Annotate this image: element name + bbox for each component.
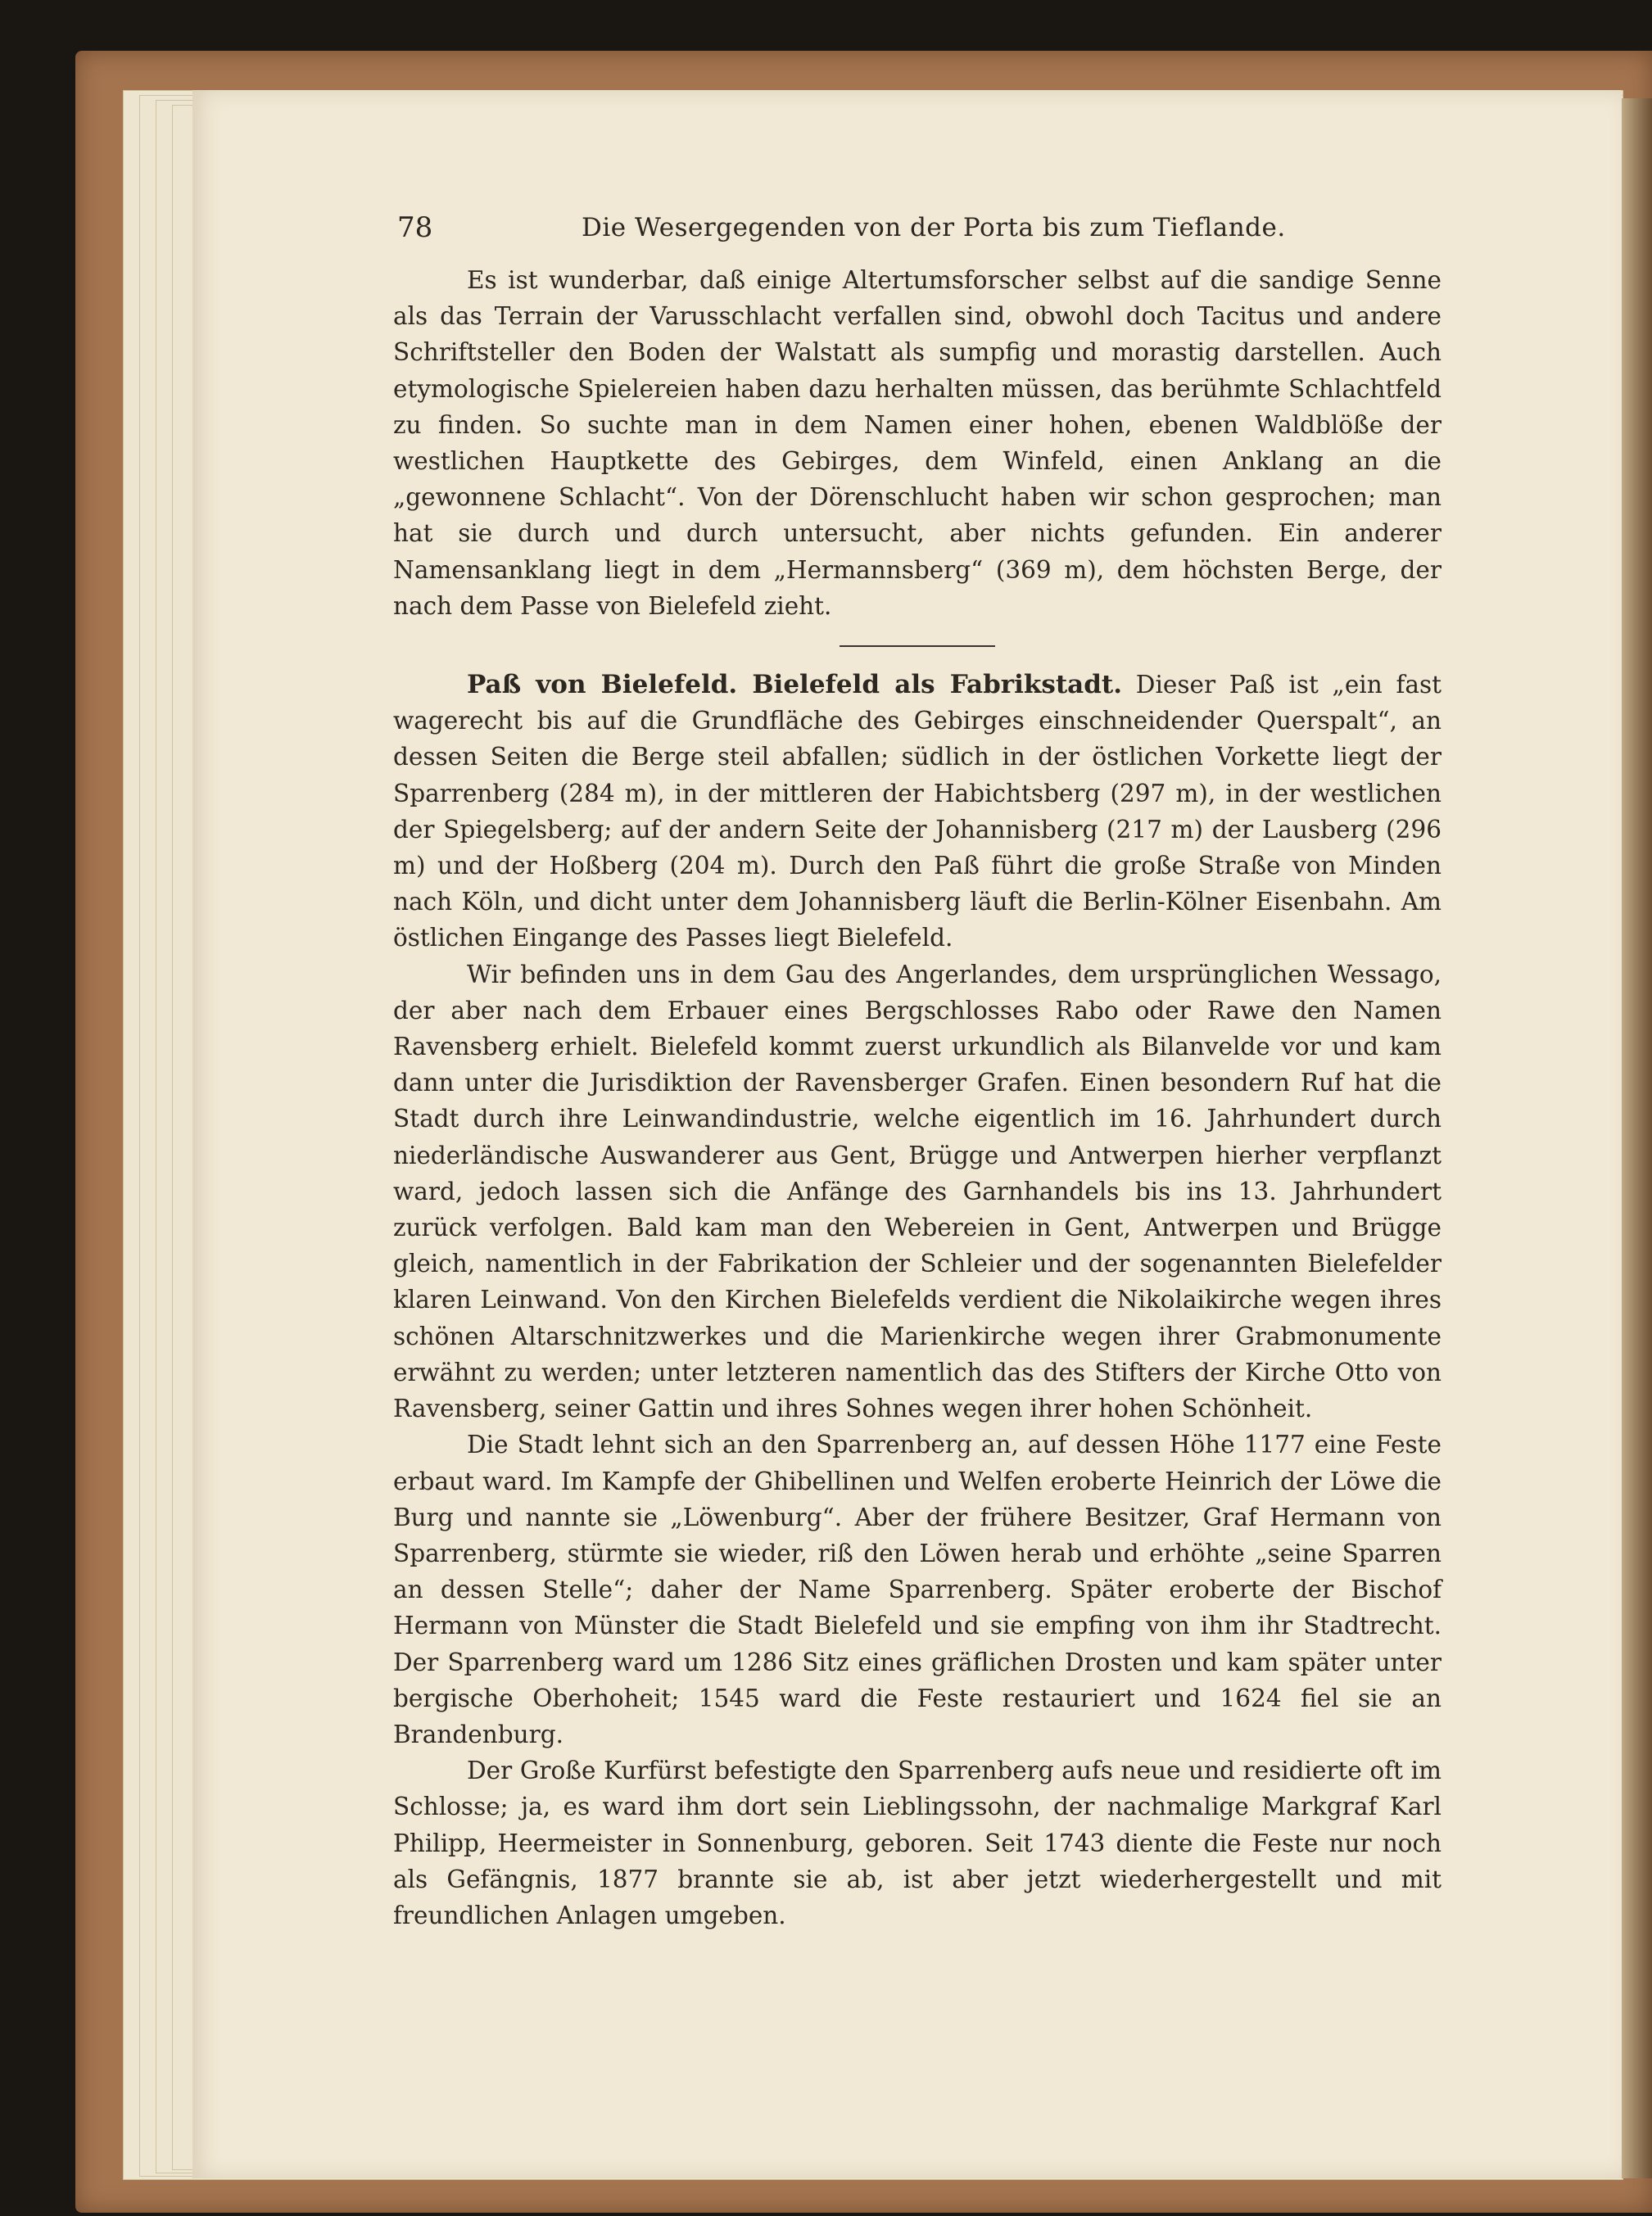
paragraph-text: Dieser Paß ist „ein fast wagerecht bis auf die Grundfläche des Gebirges einschneidender Querspalt“, an dessen Seiten die Berge steil abfallen; südlich in der östlichen Vorkette liegt der Sparrenberg (284 m), in der mittleren der Habichtsberg (297 m), in der westlichen der Spiegelsberg; auf der andern Seite der Johannisberg (217 m) der Lausberg (296 m) und der Hoßberg (204 m). Durch den Paß führt die große Straße von Minden nach Köln, und dicht unter dem Johannisberg läuft die Berlin-Kölner Eisenbahn. Am östlichen Eingange des Passes liegt Bielefeld. <box>393 671 1442 952</box>
paragraph: Wir befinden uns in dem Gau des Angerlandes, dem ursprünglichen Wessago, der aber nach dem Erbauer eines Bergschlosses Rabo oder Rawe den Namen Ravensberg erhielt. Bielefeld kommt zuerst urkundlich als Bilanvelde vor und kam dann unter die Jurisdiktion der Ravensberger Grafen. Einen besondern Ruf hat die Stadt durch ihre Leinwandindustrie, welche eigentlich im 16. Jahrhundert durch niederländische Auswanderer aus Gent, Brügge und Antwerpen hierher verpflanzt ward, jedoch lassen sich die Anfänge des Garnhandels bis ins 13. Jahrhundert zurück verfolgen. Bald kam man den Webereien in Gent, Antwerpen und Brügge gleich, namentlich in der Fabrikation der Schleier und der sogenannten Bielefelder klaren Leinwand. Von den Kirchen Bielefelds verdient die Nikolaikirche wegen ihres schönen Altarschnitzwerkes und die Marienkirche wegen ihrer Grabmonumente erwähnt zu werden; unter letzteren namentlich das des Stifters der Kirche Otto von Ravensberg, seiner Gattin und ihres Sohnes wegen ihrer hohen Schönheit. <box>393 960 1442 1423</box>
section-divider <box>840 645 995 647</box>
paragraph-with-heading <box>393 667 1442 956</box>
running-head: Die Wesergegenden von der Porta bis zum Tieflande. <box>582 213 1286 242</box>
paragraph: Der Große Kurfürst befestigte den Sparrenberg aufs neue und residierte oft im Schlosse; ja, es ward ihm dort sein Lieblingssohn, der nachmalige Markgraf Karl Philipp, Heermeister in Sonnenburg, geboren. Seit 1743 diente die Feste nur noch als Gefängnis, 1877 brannte sie ab, ist aber jetzt wiederhergestellt und mit freundlichen Anlagen umgeben. <box>393 1757 1442 1929</box>
section-heading: Paß von Bielefeld. Bielefeld als Fabrikstadt. <box>467 670 1123 700</box>
paragraph: Die Stadt lehnt sich an den Sparrenberg an, auf dessen Höhe 1177 eine Feste erbaut ward. Im Kampfe der Ghibellinen und Welfen eroberte Heinrich der Löwe die Burg und nannte sie „Löwenburg“. Aber der frühere Besitzer, Graf Hermann von Sparrenberg, stürmte sie wieder, riß den Löwen herab und erhöhte „seine Sparren an dessen Stelle“; daher der Name Sparrenberg. Später eroberte der Bischof Hermann von Münster die Stadt Bielefeld und sie empfing von ihm ihr Stadtrecht. Der Sparrenberg ward um 1286 Sitz eines gräflichen Drosten und kam später unter bergische Oberhoheit; 1545 ward die Feste restauriert und 1624 fiel sie an Brandenburg. <box>393 1431 1442 1748</box>
page-header <box>397 211 1433 252</box>
page-number: 78 <box>397 211 433 244</box>
body-text <box>393 262 1442 1933</box>
paragraph: Es ist wunderbar, daß einige Altertumsforscher selbst auf die sandige Senne als das Terrain der Varusschlacht verfallen sind, obwohl doch Tacitus und andere Schriftsteller den Boden der Walstatt als sumpfig und morastig darstellen. Auch etymologische Spielereien haben dazu herhalten müssen, das berühmte Schlachtfeld zu finden. So suchte man in dem Namen einer hohen, ebenen Waldblöße der westlichen Hauptkette des Gebirges, dem Winfeld, einen Anklang an die „gewonnene Schlacht“. Von der Dörenschlucht haben wir schon gesprochen; man hat sie durch und durch untersucht, aber nichts gefunden. Ein anderer Namensanklang liegt in dem „Hermannsberg“ (369 m), dem höchsten Berge, der nach dem Passe von Bielefeld zieht. <box>393 266 1442 620</box>
